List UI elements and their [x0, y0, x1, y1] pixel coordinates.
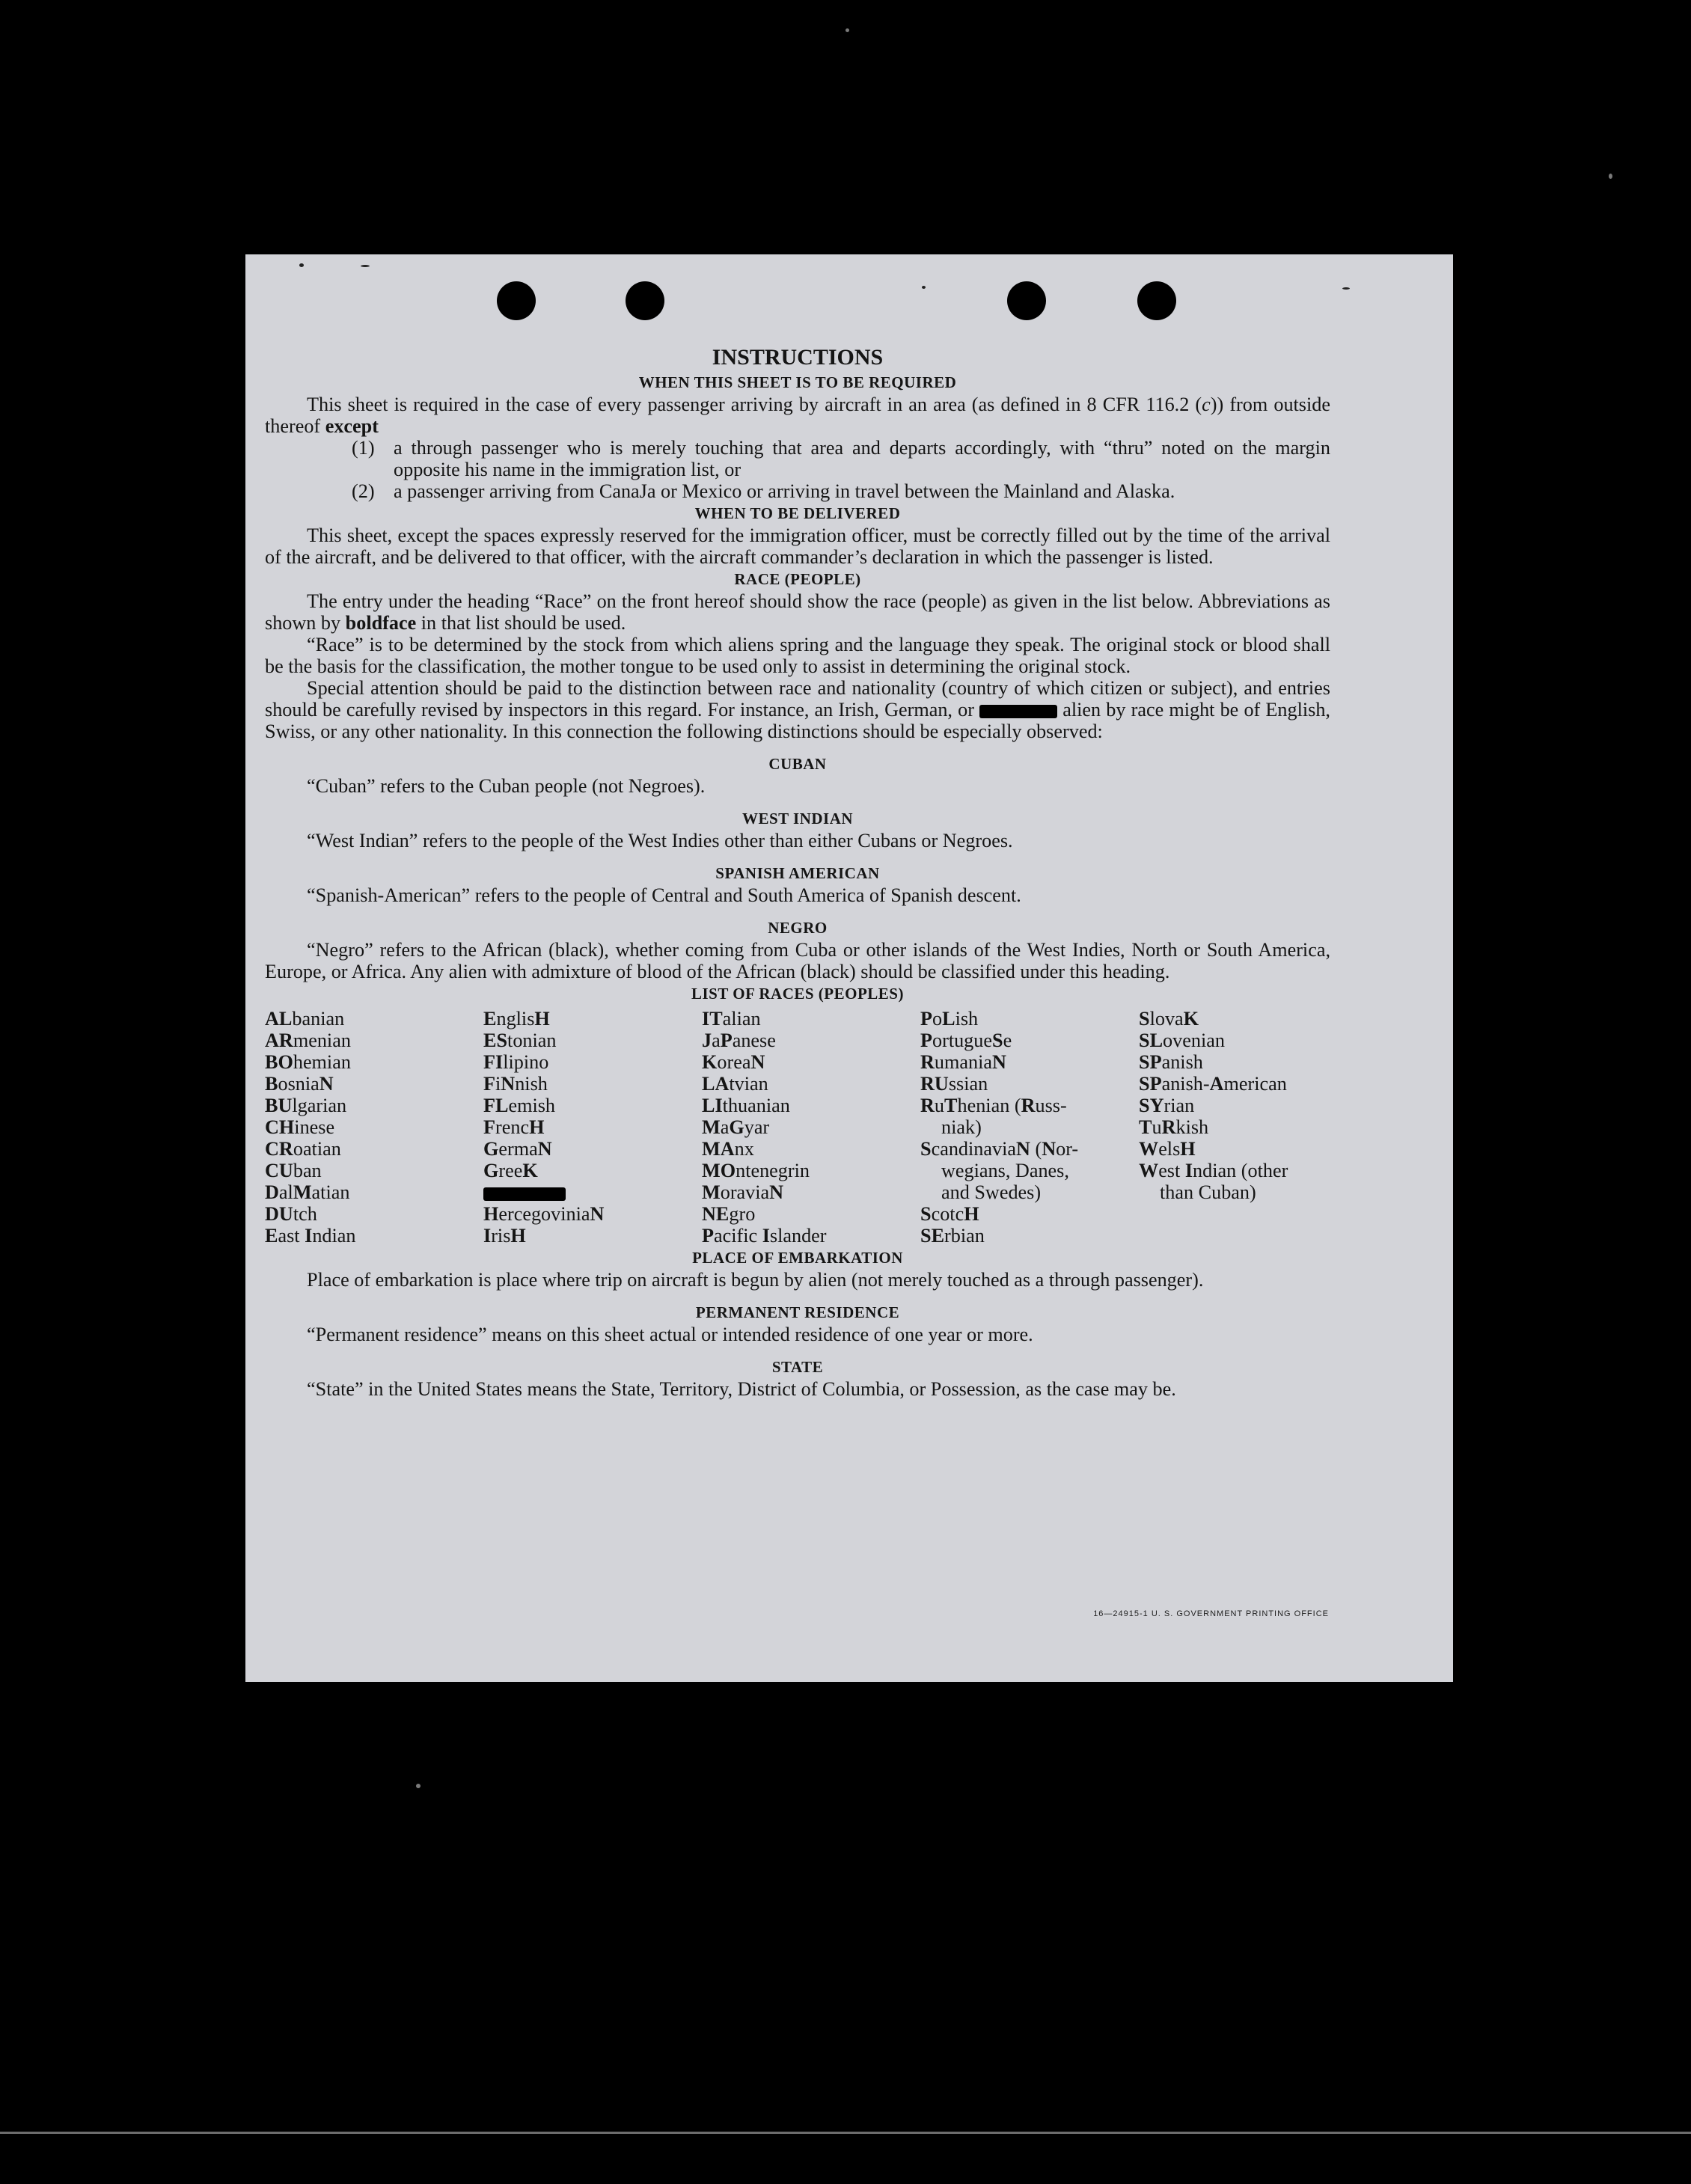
text: alien by race might be of English, Swiss, or any other nationality. In this connection the following distinctions should be especially observed:: [265, 699, 1330, 742]
paper-mark: [299, 263, 304, 267]
document-page: [245, 254, 1453, 1682]
race-entry: SLovenian: [1139, 1030, 1225, 1051]
race-entry: [483, 1181, 702, 1203]
race-entry: SErbian: [920, 1225, 985, 1247]
race-entry: RumaniaN: [920, 1051, 1006, 1073]
section-heading: PLACE OF EMBARKATION: [692, 1249, 903, 1267]
punch-hole: [626, 281, 664, 320]
text: This sheet is required in the case of every passenger arriving by aircraft in an area (as defined in 8 CFR 116.2 (: [307, 394, 1202, 415]
text: Special attention should be paid to the distinction between race and nationality (country of which citizen or subject), and entries should be carefully revised by inspectors in this regard. For instance, an Irish, German, or: [265, 677, 1330, 721]
text: boldface: [345, 612, 417, 634]
race-entry: MAnx: [702, 1138, 754, 1160]
race-entry: DalMatian: [265, 1181, 350, 1203]
section-heading: RACE (PEOPLE): [734, 570, 861, 588]
printer-code: 16—24915-1 U. S. GOVERNMENT PRINTING OFFICE: [1093, 1609, 1329, 1618]
text: in that list should be used.: [416, 612, 626, 634]
races-column: [483, 1008, 702, 1247]
section-heading: SPANISH AMERICAN: [715, 864, 880, 882]
race-entry: EStonian: [483, 1030, 557, 1051]
race-entry: BosniaN: [265, 1073, 334, 1095]
page-title: INSTRUCTIONS: [712, 345, 884, 370]
race-entry: BOhemian: [265, 1051, 351, 1073]
paper-mark: [361, 265, 370, 267]
race-entry: JaPanese: [702, 1030, 776, 1051]
race-entry: DUtch: [265, 1203, 317, 1225]
item-number: (1): [352, 437, 375, 459]
race-entry: West Indian (other: [1139, 1160, 1288, 1181]
paragraph: “Negro” refers to the African (black), whether coming from Cuba or other islands of the West Indies, North or South America, Europe, or Africa. Any alien with admixture of blood of the African (black) should be classified under this heading.: [265, 939, 1330, 982]
paragraph: This sheet, except the spaces expressly reserved for the immigration officer, must be correctly filled out by the time of the arrival of the aircraft, and be delivered to that officer, with the aircraft commander’s declaration in which the passenger is listed.: [265, 524, 1330, 568]
paragraph: “West Indian” refers to the people of the West Indies other than either Cubans or Negroes.: [307, 830, 1013, 851]
punch-hole: [1137, 281, 1176, 320]
text: c: [1202, 394, 1211, 415]
paragraph: [265, 394, 1330, 437]
film-speck: [416, 1784, 421, 1788]
section-heading: CUBAN: [768, 755, 827, 773]
race-entry: RuThenian (Russ-: [920, 1095, 1067, 1116]
paragraph: Place of embarkation is place where trip on aircraft is begun by alien (not merely touched as a through passenger).: [307, 1269, 1204, 1291]
section-heading: WHEN THIS SHEET IS TO BE REQUIRED: [638, 373, 957, 391]
race-entry: MOntenegrin: [702, 1160, 810, 1181]
item-text: a through passenger who is merely touching that area and departs accordingly, with “thru” noted on the margin opposite his name in the immigration list, or: [394, 437, 1330, 480]
race-entry: FiNnish: [483, 1073, 548, 1095]
race-entry: PoLish: [920, 1008, 979, 1030]
races-column: [702, 1008, 920, 1247]
paragraph: “State” in the United States means the State, Territory, District of Columbia, or Possession, as the case may be.: [307, 1378, 1176, 1400]
race-entry: wegians, Danes,: [941, 1160, 1069, 1181]
section-heading: STATE: [771, 1358, 824, 1376]
race-entry: ALbanian: [265, 1008, 345, 1030]
race-entry: MaGyar: [702, 1116, 770, 1138]
race-entry: GreeK: [483, 1160, 538, 1181]
section-heading: PERMANENT RESIDENCE: [695, 1303, 900, 1321]
race-entry: TuRkish: [1139, 1116, 1209, 1138]
race-entry: and Swedes): [941, 1181, 1042, 1203]
section-heading: WHEN TO BE DELIVERED: [694, 504, 901, 522]
race-entry: than Cuban): [1160, 1181, 1256, 1203]
paragraph: “Cuban” refers to the Cuban people (not Negroes).: [307, 775, 706, 797]
race-entry: niak): [941, 1116, 982, 1138]
redaction-mark: [979, 705, 1057, 718]
race-entry: PortugueSe: [920, 1030, 1012, 1051]
race-entry: GermaN: [483, 1138, 552, 1160]
race-entry: SPanish-American: [1139, 1073, 1287, 1095]
paragraph: “Race” is to be determined by the stock from which aliens spring and the language they speak. The original stock or blood shall be the basis for the classification, the mother tongue to be used only to assist in determining the original stock.: [265, 634, 1330, 677]
race-entry: SlovaK: [1139, 1008, 1199, 1030]
race-entry: RUssian: [920, 1073, 988, 1095]
race-entry: ScotcH: [920, 1203, 979, 1225]
section-heading: NEGRO: [768, 919, 828, 937]
film-speck: [846, 28, 849, 32]
race-entry: ARmenian: [265, 1030, 351, 1051]
text: The entry under the heading “Race” on the front hereof should show the race (people) as given in the list below. Abbreviations as shown by: [265, 590, 1330, 634]
paragraph: [265, 590, 1330, 634]
paper-mark: [922, 286, 926, 289]
races-list: [265, 1008, 1330, 1247]
race-entry: KoreaN: [702, 1051, 765, 1073]
race-entry: NEgro: [702, 1203, 756, 1225]
paragraph: [265, 677, 1330, 742]
paragraph: “Permanent residence” means on this sheet actual or intended residence of one year or more.: [307, 1324, 1033, 1345]
race-entry: WelsH: [1139, 1138, 1196, 1160]
race-entry: CRoatian: [265, 1138, 341, 1160]
race-entry: EnglisH: [483, 1008, 550, 1030]
race-entry: CUban: [265, 1160, 322, 1181]
text: except: [325, 415, 379, 437]
punch-hole: [1007, 281, 1046, 320]
section-heading: LIST OF RACES (PEOPLES): [691, 985, 904, 1003]
race-entry: FLemish: [483, 1095, 556, 1116]
race-entry: ScandinaviaN (Nor-: [920, 1138, 1079, 1160]
list-item: [265, 437, 1330, 480]
race-entry: IrisH: [483, 1225, 526, 1247]
races-column: [920, 1008, 1139, 1247]
race-entry: FIlipino: [483, 1051, 549, 1073]
race-entry: LAtvian: [702, 1073, 768, 1095]
redaction-mark: [483, 1187, 566, 1201]
race-entry: East Indian: [265, 1225, 356, 1247]
film-speck: [1609, 174, 1612, 179]
film-edge-line: [0, 2132, 1691, 2134]
race-entry: LIthuanian: [702, 1095, 790, 1116]
races-column: [265, 1008, 483, 1247]
item-text: a passenger arriving from CanaJa or Mexico or arriving in travel between the Mainland and Alaska.: [394, 480, 1175, 502]
race-entry: SYrian: [1139, 1095, 1195, 1116]
item-number: (2): [352, 480, 375, 502]
race-entry: FrencH: [483, 1116, 545, 1138]
race-entry: HercegoviniaN: [483, 1203, 605, 1225]
race-entry: BUlgarian: [265, 1095, 347, 1116]
text: )) from outside thereof: [265, 394, 1330, 437]
section-heading: WEST INDIAN: [741, 810, 854, 828]
races-column: [1139, 1008, 1357, 1247]
list-item: [265, 480, 1330, 502]
punch-hole: [497, 281, 536, 320]
race-entry: SPanish: [1139, 1051, 1203, 1073]
paper-mark: [1342, 287, 1350, 290]
race-entry: MoraviaN: [702, 1181, 784, 1203]
instructions-body: [265, 344, 1330, 1400]
race-entry: ITalian: [702, 1008, 761, 1030]
paragraph: “Spanish-American” refers to the people of Central and South America of Spanish descent.: [307, 884, 1021, 906]
race-entry: CHinese: [265, 1116, 335, 1138]
race-entry: Pacific Islander: [702, 1225, 827, 1247]
